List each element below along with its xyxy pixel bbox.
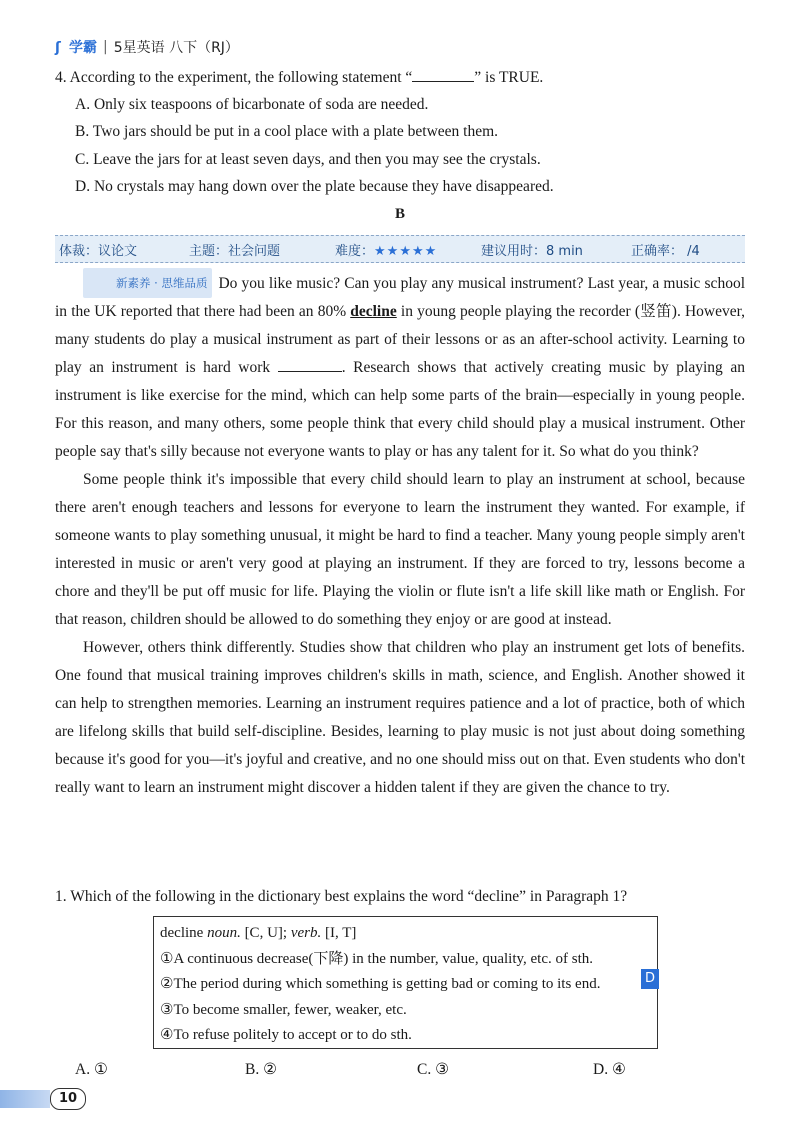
question-4-stem (55, 67, 745, 88)
passage-blank (278, 357, 342, 372)
dict-noun-tags: [C, U]; (240, 925, 291, 941)
difficulty-stars-icon: ★★★★★ (374, 243, 438, 259)
dict-pos-verb: verb. (290, 925, 322, 941)
q4-option-b: B. Two jars should be put in a cool place with a plate between them. (75, 123, 499, 140)
literacy-tag: 新素养 · 思维品质 (83, 268, 212, 298)
p1-part-a: Do you like music? Can you play any musical instrument? Last year, a music school in the UK reported that there had been an 80% (55, 275, 745, 320)
footer-accent (0, 1090, 50, 1108)
page-header (55, 37, 239, 57)
difficulty-label (335, 240, 481, 259)
dict-word: decline (160, 925, 208, 941)
question-1-stem: 1. Which of the following in the dictionary best explains the word “decline” in Paragraph 1? (55, 888, 628, 905)
q4-stem-after: ” is TRUE. (474, 69, 544, 86)
dict-pos-noun: noun. (207, 925, 241, 941)
paragraph-1 (55, 268, 745, 466)
difficulty-text: 难度： (335, 243, 375, 259)
header-divider: | (103, 39, 108, 55)
time-label: 建议用时：8 min (481, 243, 583, 259)
series-title: 5星英语 八下（RJ） (113, 40, 239, 56)
info-bar (55, 235, 745, 263)
p1-part-b: in young people playing the recorder (竖笛). However, many students do play a musical instrument as part of their lessons or as an after-school activity. Learning to play an instrument is hard work (55, 303, 746, 376)
paragraph-3: However, others think differently. Studies show that children who play an instrument get lots of benefits. One found that musical training improves children's skills in math, science, and English. Another showed it can help to strengthen memories. Learning an instrument requires patience and a lot of practice, both of which are lifelong skills that build self-discipline. Besides, learning to play music is not just about doing something because it's good for you—it's joyful and creative, and no one should miss out on that. Even students who don't really want to learn an instrument might discover a hidden talent if they are given the chance to try. (55, 639, 745, 796)
dict-sense-3: ③To become smaller, fewer, weaker, etc. (160, 1001, 407, 1018)
q1-choice-a: A. ① (75, 1061, 108, 1078)
dict-sense-2: ②The period during which something is getting bad or coming to its end. (160, 976, 601, 992)
q4-option-c: C. Leave the jars for at least seven days, and then you may see the crystals. (75, 151, 541, 168)
dict-sense-1: ①A continuous decrease(下降) in the number, value, quality, etc. of sth. (160, 950, 594, 967)
accuracy-label: 正确率： /4 (631, 243, 700, 259)
answer-blank (412, 67, 474, 82)
passage (55, 268, 745, 802)
q1-choice-b: B. ② (245, 1061, 277, 1078)
q1-choice-c: C. ③ (417, 1061, 449, 1078)
genre-label: 体裁：议论文 (59, 243, 138, 259)
answer-badge: D (641, 969, 659, 989)
q4-option-d: D. No crystals may hang down over the plate because they have disappeared. (75, 178, 554, 195)
brand-name: 学霸 (69, 40, 97, 56)
dict-verb-tags: [I, T] (321, 925, 357, 941)
dictionary-box (153, 916, 658, 1049)
brand-logo-icon: ʃ (55, 40, 61, 56)
q4-stem-before: 4. According to the experiment, the following statement “ (55, 69, 413, 86)
section-heading: B (394, 206, 405, 222)
dict-headword (160, 921, 657, 947)
p1-part-c: . Research shows that actively creating music by playing an instrument is like exercise for the mind, which can help some parts of the brain—especially in young people. For this reason, and many others, some people think that every child should play a musical instrument. Other people say that's silly because not everyone wants to play or has any talent for it. So what do you think? (55, 359, 745, 460)
topic-label: 主题：社会问题 (189, 243, 281, 259)
page-number: 10 (50, 1088, 86, 1110)
q4-option-a: A. Only six teaspoons of bicarbonate of soda are needed. (75, 96, 429, 113)
paragraph-2: Some people think it's impossible that every child should learn to play an instrument at school, because there aren't enough teachers and lessons for everyone to learn the instrument they wanted. For example, if someone wants to play something unusual, it might be hard to find a teacher. Many young people simply aren't interested in music or aren't very good at playing an instrument. If they are forced to try, lessons become a chore and they'll be put off music for life. Playing the violin or flute isn't a life skill like math or English. For that reason, children should be allowed to do something they enjoy or are good at instead. (55, 471, 745, 628)
dict-sense-4: ④To refuse politely to accept or to do sth. (160, 1027, 412, 1043)
q1-choice-d: D. ④ (593, 1061, 626, 1078)
keyword-decline: decline (350, 303, 397, 320)
